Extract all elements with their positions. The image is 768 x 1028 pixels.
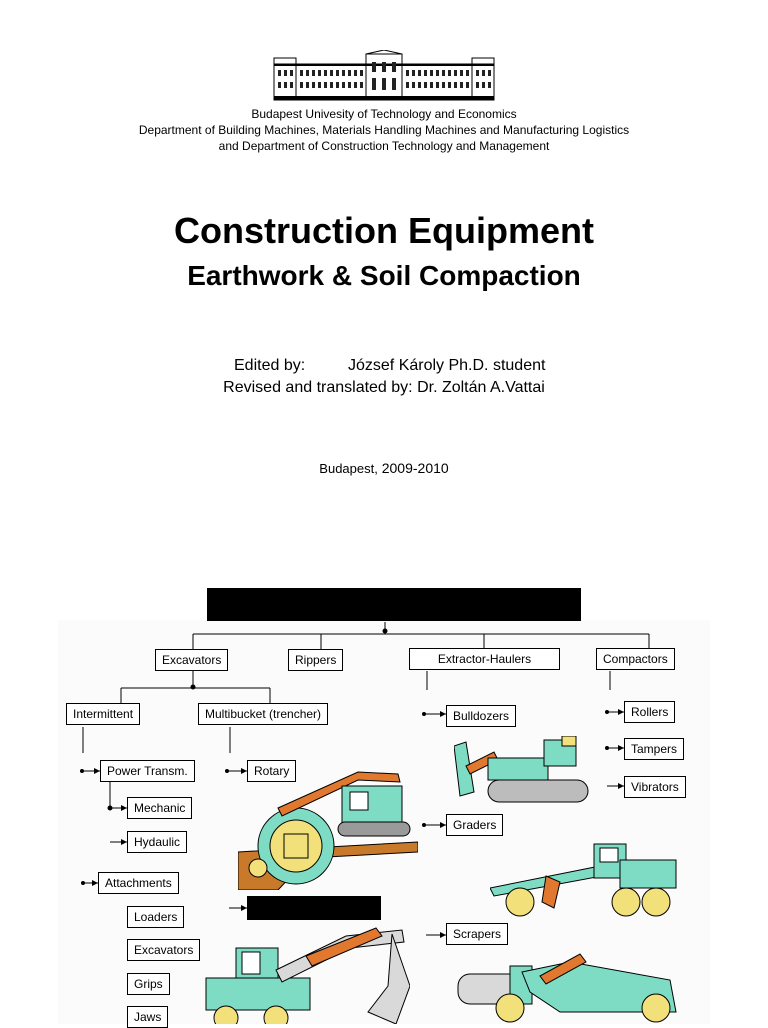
item-scrapers: Scrapers	[446, 923, 508, 945]
item-mechanic: Mechanic	[127, 797, 192, 819]
type-multibucket: Multibucket (trencher)	[198, 703, 328, 725]
item-tampers: Tampers	[624, 738, 684, 760]
bulldozer-icon	[454, 736, 594, 806]
place: Budapest,	[319, 461, 378, 476]
item-bulldozers: Bulldozers	[446, 705, 516, 727]
page-title: Construction Equipment	[174, 210, 594, 251]
category-compactors: Compactors	[596, 648, 675, 670]
hydraulic-excavator-icon	[196, 926, 410, 1024]
item-excavators: Excavators	[127, 939, 200, 961]
department-line-2: and Department of Construction Technology and Management	[218, 139, 550, 153]
revised-line: Revised and translated by: Dr. Zoltán A.Vattai	[223, 379, 545, 396]
bucket-wheel-trencher-icon	[238, 766, 418, 890]
redacted-label	[247, 896, 381, 920]
category-excavators: Excavators	[155, 649, 228, 671]
type-intermittent: Intermittent	[66, 703, 140, 725]
item-attachments: Attachments	[98, 872, 179, 894]
item-rollers: Rollers	[624, 701, 675, 723]
university-name: Budapest Univesity of Technology and Economics	[251, 107, 517, 121]
date: 2009-2010	[381, 460, 449, 476]
edited-name: József Károly Ph.D. student	[348, 357, 546, 374]
item-power-transm: Power Transm.	[100, 760, 195, 782]
scraper-icon	[450, 952, 684, 1024]
item-jaws: Jaws	[127, 1006, 168, 1028]
item-vibrators: Vibrators	[624, 776, 686, 798]
item-rotary: Rotary	[247, 760, 296, 782]
item-graders: Graders	[446, 814, 503, 836]
item-hydaulic: Hydaulic	[127, 831, 187, 853]
page-subtitle: Earthwork & Soil Compaction	[187, 260, 581, 291]
category-extractor-haulers: Extractor-Haulers	[409, 648, 560, 670]
item-grips: Grips	[127, 973, 170, 995]
grader-icon	[490, 836, 690, 920]
edited-label: Edited by:	[234, 357, 306, 374]
category-rippers: Rippers	[288, 649, 343, 671]
department-line-1: Department of Building Machines, Materials Handling Machines and Manufacturing Logistics	[138, 123, 630, 137]
item-loaders: Loaders	[127, 906, 184, 928]
